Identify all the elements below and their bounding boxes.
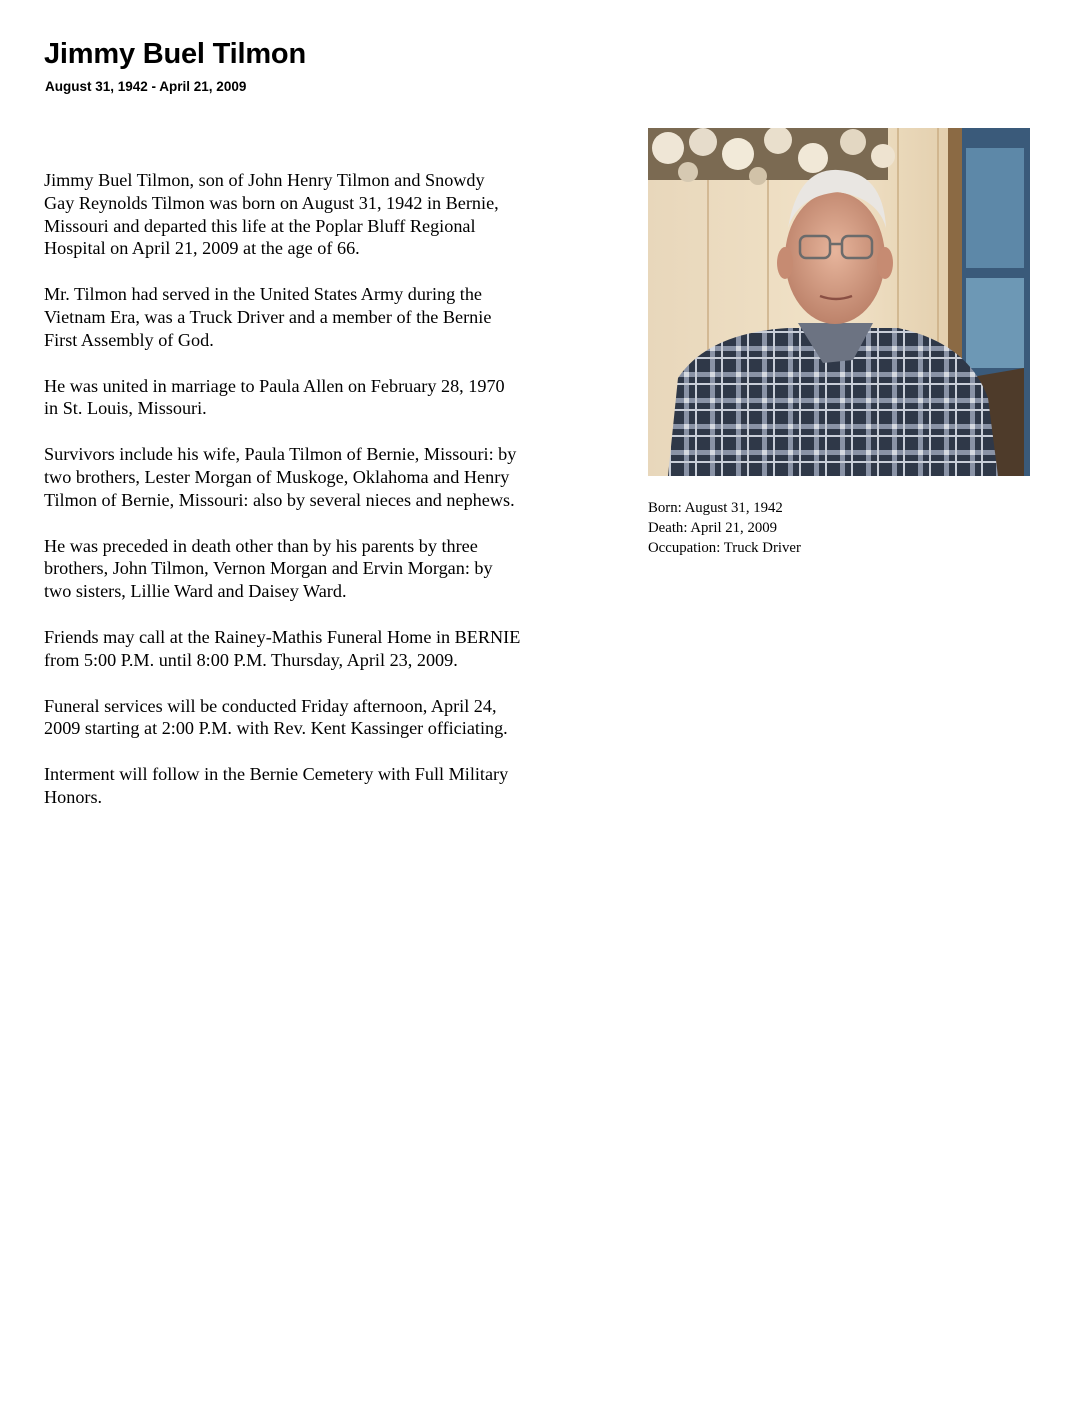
born-date: Born: August 31, 1942 [648,500,783,516]
text-line: Jimmy Buel Tilmon, son of John Henry Tilmon and Snowdy [44,170,485,190]
text-line: Survivors include his wife, Paula Tilmon of Bernie, Missouri: by [44,444,517,465]
paragraph-marriage [44,375,624,421]
text-line: Gay Reynolds Tilmon was born on August 31, 1942 in Bernie, [44,192,499,213]
text-line: from 5:00 P.M. until 8:00 P.M. Thursday, April 23, 2009. [44,649,458,670]
life-dates: August 31, 1942 - April 21, 2009 [45,79,247,94]
text-line: 2009 starting at 2:00 P.M. with Rev. Kent Kassinger officiating. [44,718,508,739]
text-line: He was preceded in death other than by his parents by three [44,535,478,556]
text-line: Tilmon of Bernie, Missouri: also by several nieces and nephews. [44,489,515,510]
text-line: Interment will follow in the Bernie Cemetery with Full Military [44,764,509,785]
text-line: Missouri and departed this life at the Poplar Bluff Regional [44,215,476,236]
text-line: two sisters, Lillie Ward and Daisey Ward. [44,581,347,602]
text-line: First Assembly of God. [44,329,214,350]
text-line: two brothers, Lester Morgan of Muskoge, Oklahoma and Henry [44,466,510,487]
paragraph-preceded [44,535,624,603]
text-line: Honors. [44,786,103,807]
vital-facts [648,498,801,558]
death-date: Death: April 21, 2009 [648,520,778,536]
text-line: Friends may call at the Rainey-Mathis Funeral Home in BERNIE [44,626,521,647]
text-line: Funeral services will be conducted Friday afternoon, April 24, [44,695,497,716]
paragraph-service [44,283,624,351]
paragraph-survivors [44,443,624,511]
paragraph-interment [44,763,624,809]
text-line: Mr. Tilmon had served in the United States Army during the [44,284,482,305]
text-line: Hospital on April 21, 2009 at the age of 66. [44,238,360,259]
occupation: Occupation: Truck Driver [648,540,801,556]
paragraph-funeral [44,695,624,741]
text-line: Vietnam Era, was a Truck Driver and a member of the Bernie [44,306,492,327]
portrait-photo [648,128,1030,476]
paragraph-visitation [44,626,624,672]
text-line: He was united in marriage to Paula Allen on February 28, 1970 [44,375,505,396]
page-title: Jimmy Buel Tilmon [44,38,306,70]
text-line: brothers, John Tilmon, Vernon Morgan and Ervin Morgan: by [44,558,493,579]
text-line: in St. Louis, Missouri. [44,398,207,419]
obituary-text [44,169,624,832]
paragraph-birth [44,169,624,260]
